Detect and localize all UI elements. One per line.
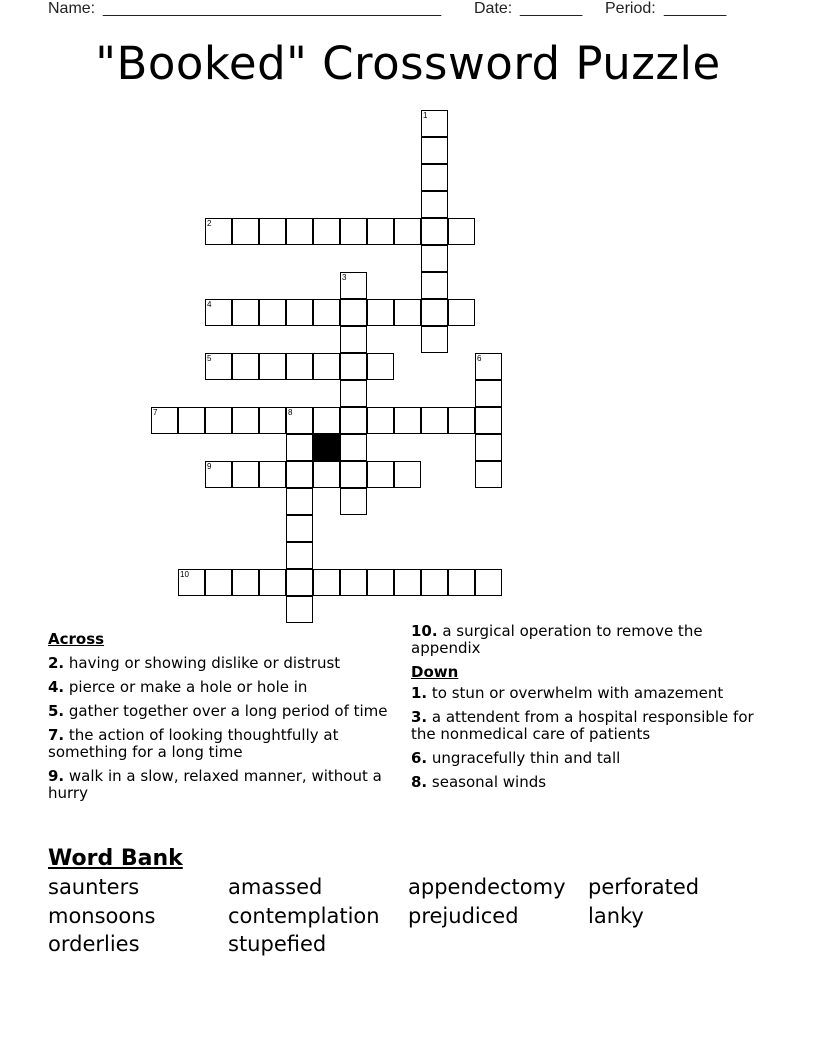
word-bank-item: perforated <box>588 875 700 899</box>
grid-cell[interactable] <box>367 218 394 245</box>
grid-cell[interactable] <box>232 218 259 245</box>
word-bank-title: Word Bank <box>48 846 183 871</box>
clue-number: 8 <box>288 408 293 417</box>
clue-number: 6 <box>477 354 482 363</box>
clue-number: 4. <box>48 678 65 696</box>
clue-number: 10. <box>411 622 438 640</box>
grid-cell[interactable] <box>394 461 421 488</box>
grid-cell[interactable] <box>205 353 232 380</box>
grid-cell[interactable] <box>286 218 313 245</box>
down-heading: Down <box>411 663 459 681</box>
grid-cell[interactable] <box>232 461 259 488</box>
down-clue <box>411 774 756 791</box>
grid-cell[interactable] <box>367 461 394 488</box>
clue-number: 9 <box>207 462 212 471</box>
grid-cell[interactable] <box>286 515 313 542</box>
grid-cell[interactable] <box>259 461 286 488</box>
word-bank-item: saunters <box>48 875 140 899</box>
grid-cell[interactable] <box>259 218 286 245</box>
grid-cell[interactable] <box>313 461 340 488</box>
grid-cell[interactable] <box>313 569 340 596</box>
grid-cell[interactable] <box>394 218 421 245</box>
word-bank-item: monsoons <box>48 904 156 928</box>
clue-number: 7. <box>48 726 65 744</box>
word-bank-item: lanky <box>588 904 644 928</box>
across-clue <box>48 768 388 802</box>
clue-number: 4 <box>207 300 212 309</box>
word-bank-item: stupefied <box>228 932 327 956</box>
grid-cell[interactable] <box>205 569 232 596</box>
grid-cell[interactable] <box>205 407 232 434</box>
grid-cell[interactable] <box>367 353 394 380</box>
down-clue <box>411 709 756 743</box>
grid-cell[interactable] <box>475 380 502 407</box>
clue-text: having or showing dislike or distrust <box>64 654 341 672</box>
grid-cell[interactable] <box>340 272 367 299</box>
clue-number: 1 <box>423 111 428 120</box>
grid-cell[interactable] <box>367 299 394 326</box>
grid-cell[interactable] <box>151 407 178 434</box>
date-label: Date: <box>474 0 513 17</box>
down-clue-list <box>411 685 756 791</box>
clue-text: pierce or make a hole or hole in <box>64 678 308 696</box>
across-clues <box>48 630 388 802</box>
grid-cell[interactable] <box>178 569 205 596</box>
grid-cell[interactable] <box>286 461 313 488</box>
date-field[interactable]: _______ <box>520 0 583 17</box>
grid-cell[interactable] <box>448 407 475 434</box>
grid-cell[interactable] <box>421 110 448 137</box>
grid-cell[interactable] <box>340 569 367 596</box>
grid-cell[interactable] <box>421 164 448 191</box>
grid-cell[interactable] <box>421 326 448 353</box>
grid-cell[interactable] <box>205 461 232 488</box>
grid-cell[interactable] <box>340 461 367 488</box>
down-clues <box>411 623 756 791</box>
clue-number: 6. <box>411 749 428 767</box>
grid-cell[interactable] <box>340 299 367 326</box>
grid-cell[interactable] <box>205 299 232 326</box>
grid-cell[interactable] <box>421 137 448 164</box>
grid-cell[interactable] <box>232 299 259 326</box>
grid-cell[interactable] <box>286 542 313 569</box>
word-bank-item: amassed <box>228 875 323 899</box>
clue-number: 3 <box>342 273 347 282</box>
grid-cell[interactable] <box>232 569 259 596</box>
grid-cell[interactable] <box>394 407 421 434</box>
across-heading: Across <box>48 630 105 648</box>
grid-cell[interactable] <box>340 218 367 245</box>
grid-cell[interactable] <box>313 407 340 434</box>
period-label: Period: <box>605 0 656 17</box>
down-clue <box>411 750 756 767</box>
page-title: "Booked" Crossword Puzzle <box>95 37 721 90</box>
clue-text: walk in a slow, relaxed manner, without a hurry <box>48 767 382 802</box>
word-bank-item: contemplation <box>228 904 380 928</box>
grid-cell[interactable] <box>286 299 313 326</box>
grid-cell[interactable] <box>232 407 259 434</box>
across-clue <box>48 655 388 672</box>
grid-cell[interactable] <box>421 299 448 326</box>
clue-text: a surgical operation to remove the appendix <box>411 622 703 657</box>
grid-cell[interactable] <box>259 407 286 434</box>
grid-cell[interactable] <box>448 218 475 245</box>
clue-text: a attendent from a hospital responsible for the nonmedical care of patients <box>411 708 754 743</box>
clue-number: 5 <box>207 354 212 363</box>
across-clue <box>48 727 388 761</box>
grid-cell[interactable] <box>286 434 313 461</box>
clue-text: seasonal winds <box>427 773 547 791</box>
across-clue <box>411 623 756 657</box>
period-field[interactable]: _______ <box>664 0 727 17</box>
clue-text: to stun or overwhelm with amazement <box>427 684 724 702</box>
word-bank-item: appendectomy <box>408 875 566 899</box>
grid-cell[interactable] <box>313 218 340 245</box>
clue-number: 9. <box>48 767 65 785</box>
grid-cell[interactable] <box>286 596 313 623</box>
clue-text: ungracefully thin and tall <box>427 749 621 767</box>
grid-cell[interactable] <box>340 407 367 434</box>
clue-number: 5. <box>48 702 65 720</box>
grid-cell[interactable] <box>448 299 475 326</box>
grid-cell[interactable] <box>259 299 286 326</box>
down-clue <box>411 685 756 702</box>
clue-text: the action of looking thoughtfully at something for a long time <box>48 726 339 761</box>
grid-cell[interactable] <box>475 434 502 461</box>
grid-cell[interactable] <box>421 407 448 434</box>
grid-cell[interactable] <box>286 569 313 596</box>
grid-cell[interactable] <box>475 569 502 596</box>
grid-cell[interactable] <box>475 461 502 488</box>
grid-cell[interactable] <box>178 407 205 434</box>
grid-cell[interactable] <box>340 488 367 515</box>
grid-cell[interactable] <box>313 353 340 380</box>
grid-cell[interactable] <box>421 569 448 596</box>
word-bank-item: prejudiced <box>408 904 519 928</box>
grid-cell[interactable] <box>340 434 367 461</box>
grid-cell[interactable] <box>367 569 394 596</box>
grid-cell[interactable] <box>421 272 448 299</box>
grid-cell[interactable] <box>205 218 232 245</box>
clue-number: 10 <box>180 570 189 579</box>
name-label: Name: <box>48 0 96 17</box>
grid-cell[interactable] <box>421 191 448 218</box>
grid-cell[interactable] <box>475 407 502 434</box>
grid-cell[interactable] <box>367 407 394 434</box>
grid-cell[interactable] <box>475 353 502 380</box>
word-bank-item: orderlies <box>48 932 140 956</box>
grid-cell[interactable] <box>340 353 367 380</box>
clue-number: 3. <box>411 708 428 726</box>
grid-cell[interactable] <box>313 299 340 326</box>
grid-cell[interactable] <box>340 326 367 353</box>
grid-cell[interactable] <box>448 569 475 596</box>
across-clue <box>48 703 388 720</box>
clue-number: 7 <box>153 408 158 417</box>
name-field[interactable]: ______________________________________ <box>103 0 442 17</box>
clue-number: 2 <box>207 219 212 228</box>
grid-cell[interactable] <box>286 353 313 380</box>
across-clue <box>48 679 388 696</box>
grid-cell[interactable] <box>259 569 286 596</box>
grid-cell[interactable] <box>394 569 421 596</box>
clue-number: 1. <box>411 684 428 702</box>
grid-block <box>313 434 340 461</box>
grid-cell[interactable] <box>421 245 448 272</box>
clue-number: 2. <box>48 654 65 672</box>
grid-cell[interactable] <box>340 380 367 407</box>
clue-number: 8. <box>411 773 428 791</box>
grid-cell[interactable] <box>286 407 313 434</box>
grid-cell[interactable] <box>394 299 421 326</box>
grid-cell[interactable] <box>232 353 259 380</box>
clue-text: gather together over a long period of time <box>64 702 388 720</box>
across-clue-continued <box>411 623 756 657</box>
grid-cell[interactable] <box>421 218 448 245</box>
grid-cell[interactable] <box>286 488 313 515</box>
across-clue-list <box>48 655 388 802</box>
grid-cell[interactable] <box>259 353 286 380</box>
